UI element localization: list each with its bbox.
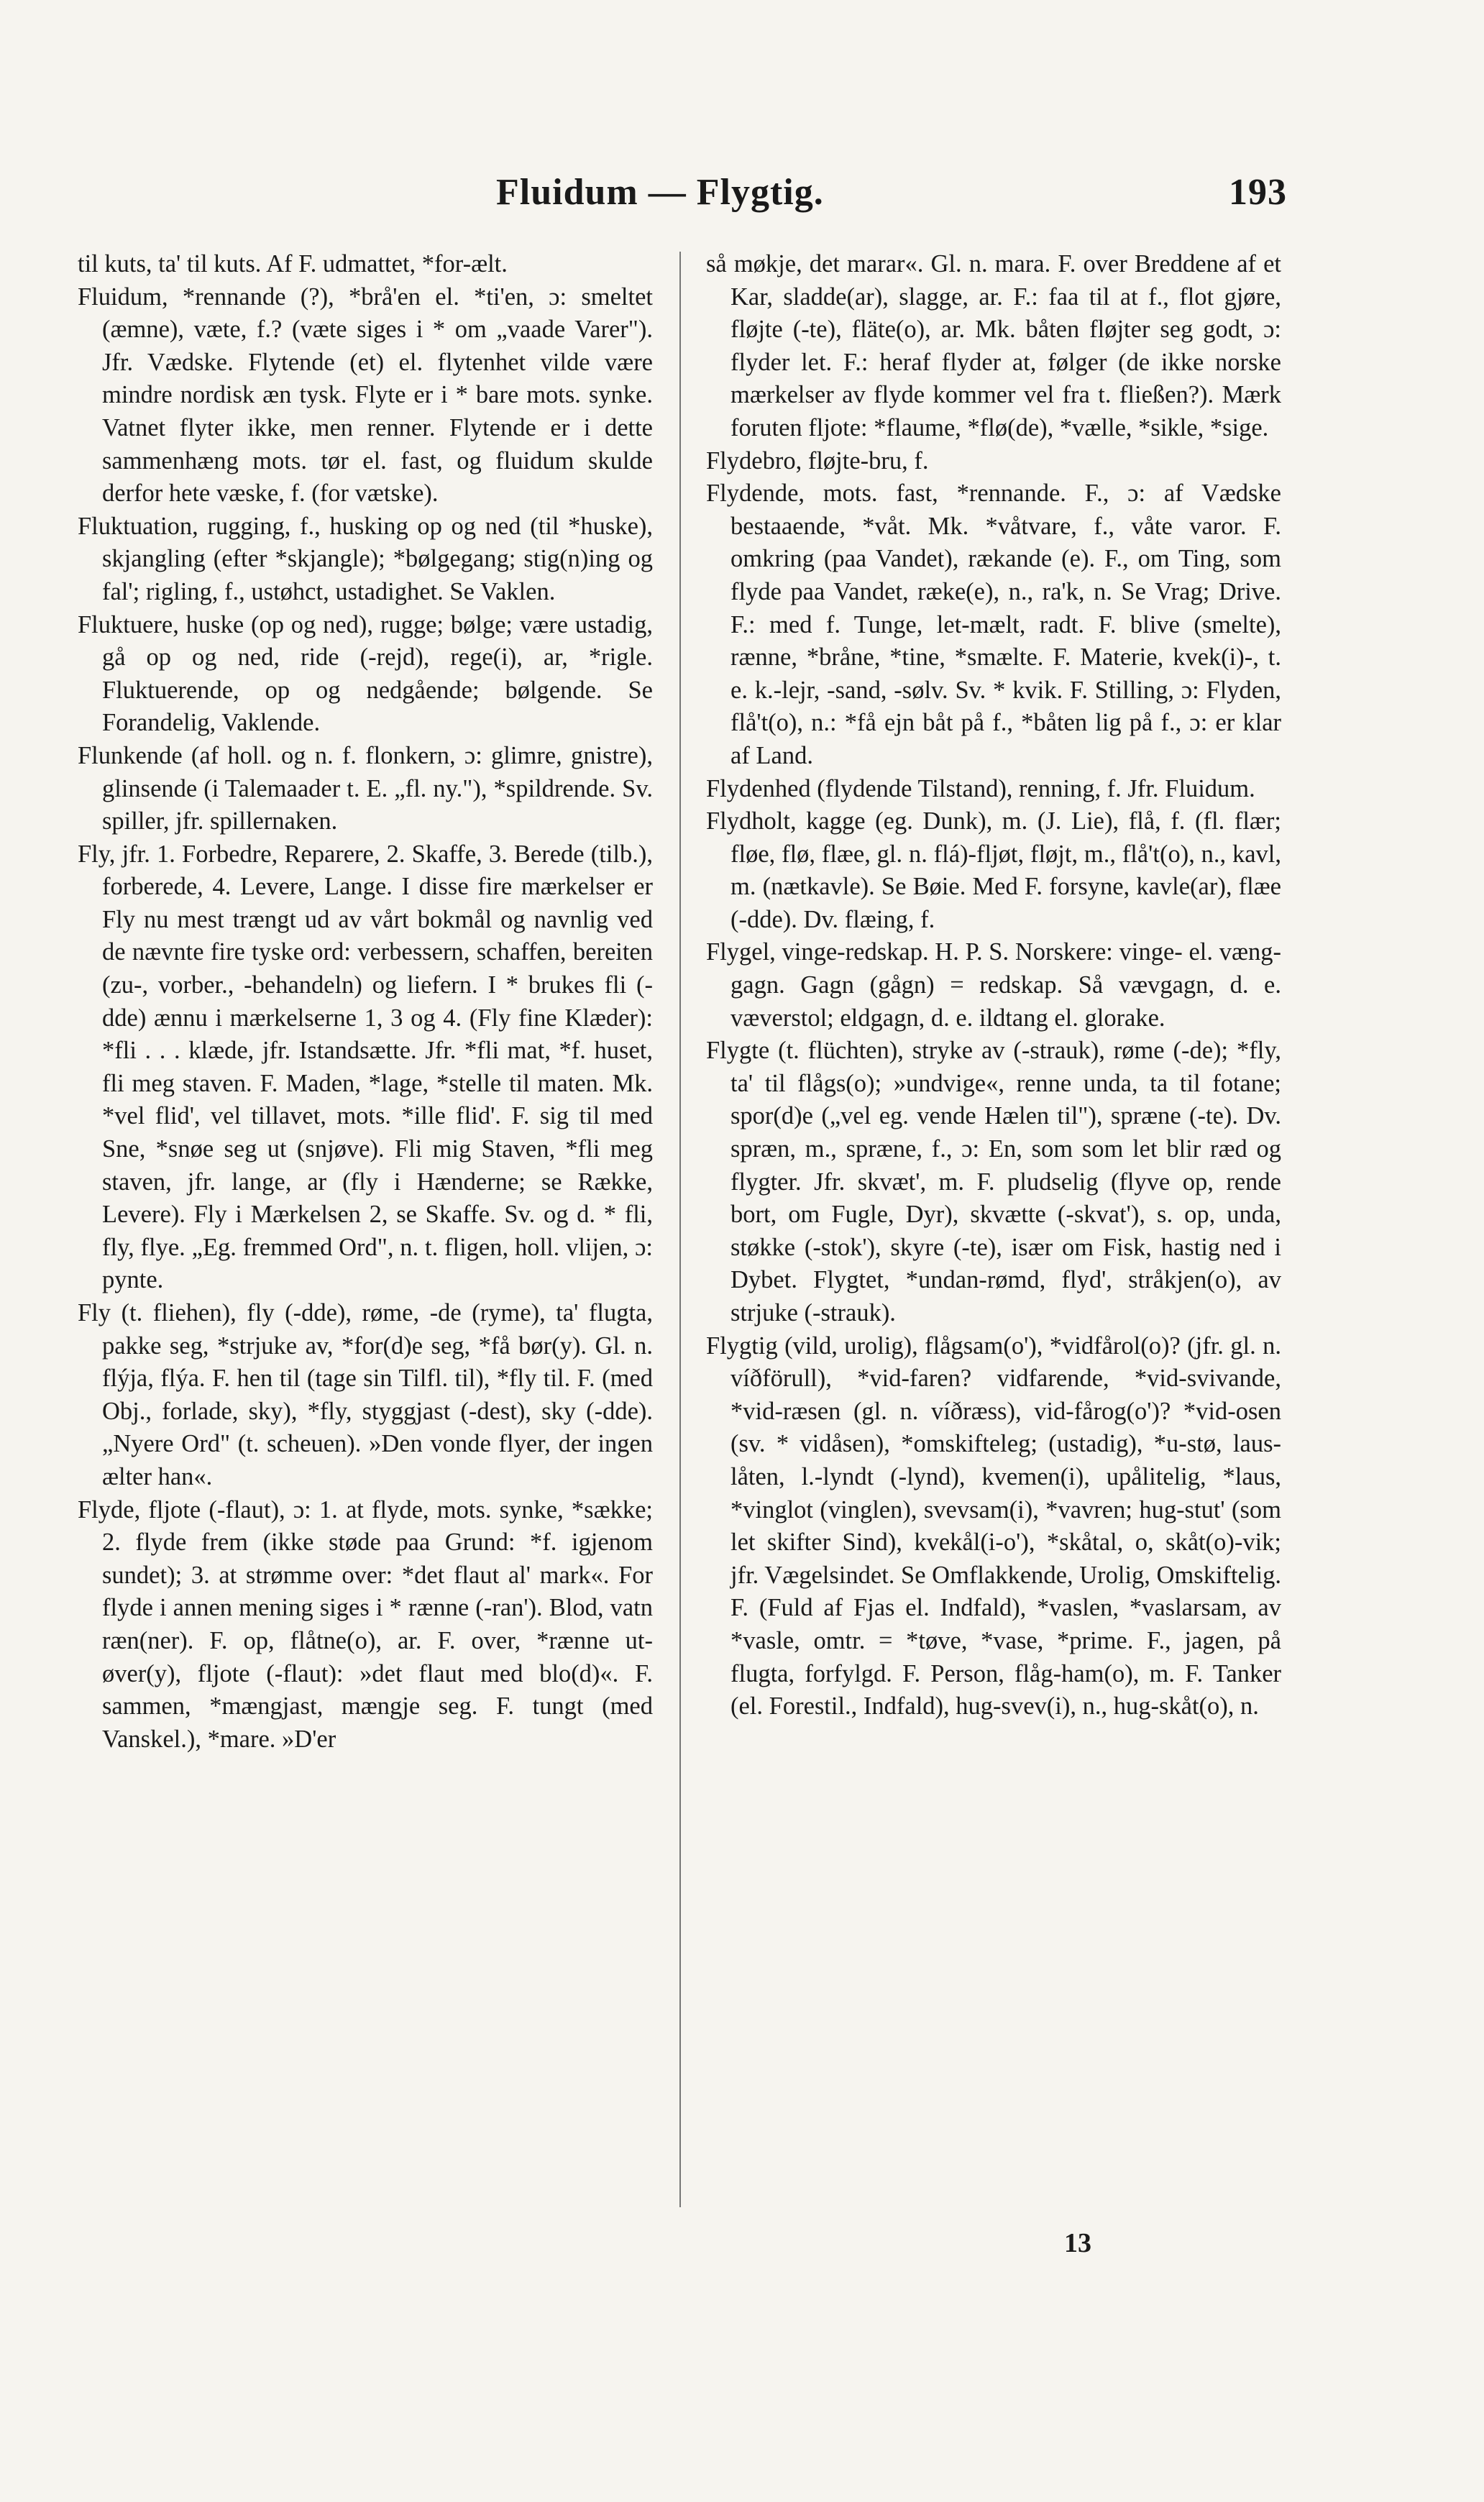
entry-flyde: Flyde, fljote (-flaut), ɔ: 1. at flyde, mots. synke, *sække; 2. flyde frem (ikke støde paa Grund: *f. igjenom sundet); 3. at strømme over: *det flaut al' mark«. For flyde i annen mening siges i * rænne (-ran'). Blod, vatn ræn(ner). F. op, flåtne(o), ar. F. over, *rænne ut-øver(y), fljote (-flaut): »det flaut med blo(d)«. F. sammen, *mængjast, mængje seg. F. tungt (med Vanskel.), *mare. »D'er — [78, 1495, 653, 1753]
right-column — [706, 248, 1281, 1723]
entry-fluktuation: Fluktuation, rugging, f., husking op og ned (til *huske), skjangling (efter *skjangle); *bølgegang; stig(n)ing og fal'; rigling, f., ustøhct, ustadighet. Se Vaklen. — [78, 512, 653, 605]
left-column — [78, 248, 653, 1756]
signature-mark: 13 — [1064, 2228, 1091, 2258]
page-number: 193 — [1229, 172, 1287, 213]
entry-flyde-continued: så møkje, det marar«. Gl. n. mara. F. over Breddene af et Kar, sladde(ar), slagge, ar. F.: faa til at f., flot gjøre, fløjte (-te), fläte(o), ar. Mk. båten fløjter seg godt, ɔ: flyder let. F.: heraf flyder at, følger (de ikke norske mærkelser av flyde kommer vel fra t. fließen?). Mærk foruten fljote: *flaume, *flø(de), *vælle, *sikle, *sige. — [706, 250, 1281, 441]
entry-flunkende: Flunkende (af holl. og n. f. flonkern, ɔ: glimre, gnistre), glinsende (i Talemaader t. E. „fl. ny."), *spildrende. Sv. spiller, jfr. spillernaken. — [78, 741, 653, 835]
entry-flydebro: Flydebro, fløjte-bru, f. — [706, 446, 929, 475]
entry-fly-2: Fly (t. fliehen), fly (-dde), røme, -de (ryme), ta' flugta, pakke seg, *strjuke av, *for(d)e seg, *få bør(y). Gl. n. flýja, flýa. F. hen til (tage sin Tilfl. til), *fly til. F. (med Obj., forlade, sky), *fly, styggjast (-dest), sky (-dde). „Nyere Ord" (t. scheuen). »Den vonde flyer, der ingen ælter han«. — [78, 1299, 653, 1490]
entry-flygel: Flygel, vinge-redskap. H. P. S. Norskere: vinge- el. væng-gagn. Gagn (gågn) = redskap. Så vævgagn, d. e. væverstol; eldgagn, d. e. ildtang el. glorake. — [706, 938, 1281, 1032]
entry-flydholt: Flydholt, kagge (eg. Dunk), m. (J. Lie), flå, f. (fl. flær; fløe, flø, flæe, gl. n. flá)-fljøt, fløjt, m., flå't(o), n., kavl, m. (nætkavle). Se Bøie. Med F. forsyne, kavle(ar), flæe (-dde). Dv. flæing, f. — [706, 807, 1281, 933]
entry-flydende: Flydende, mots. fast, *rennande. F., ɔ: af Vædske bestaaende, *våt. Mk. *våtvare, f., våte varor. F. omkring (paa Vandet), rækande (e). F., om Ting, som flyde paa Vandet, ræke(e), n., ra'k, n. Se Vrag; Drive. F.: med f. Tunge, let-mælt, radt. F. blive (smelte), rænne, *bråne, *tine, *smælte. F. Materie, kvek(i)-, t. e. k.-lejr, -sand, -sølv. Sv. * kvik. F. Stilling, ɔ: Flyden, flå't(o), n.: *få ejn båt på f., *båten lig på f., ɔ: er klar af Land. — [706, 480, 1281, 769]
entry-til-kuts: til kuts, ta' til kuts. Af F. udmattet, *for-ælt. — [78, 250, 508, 278]
entry-fluidum: Fluidum, *rennande (?), *brå'en el. *ti'en, ɔ: smeltet (æmne), væte, f.? (væte siges i * om „vaade Varer"). Jfr. Vædske. Flytende (et) el. flytenhet vilde være mindre nordisk æn tysk. Flyte er i * bare mots. synke. Vatnet flyter ikke, men renner. Flytende er i dette sammenhæng mots. tør el. fast, og fluidum skulde derfor hete væske, f. (for vætske). — [78, 283, 653, 508]
entry-flygtig: Flygtig (vild, urolig), flågsam(o'), *vidfårol(o)? (jfr. gl. n. víðförull), *vid-faren? vidfarende, *vid-svivande, *vid-ræsen (gl. n. víðræss), vid-fårog(o')? *vid-osen (sv. * vidåsen), *omskifteleg; (ustadig), *u-stø, laus-låten, l.-lyndt (-lynd), kvemen(i), upålitelig, *laus, *vinglot (vinglen), svevsam(i), *vavren; hug-stut' (som let skifter Sind), kvekål(i-o'), *skåtal, o, skåt(o)-vik; jfr. Vægelsindet. Se Omflakkende, Urolig, Omskiftelig. F. (Fuld af Fjas el. Indfald), *vaslen, *vaslarsam, av *vasle, omtr. = *tøve, *vase, *prime. F., jagen, på flugta, forfylgd. F. Person, flåg-ham(o), m. F. Tanker (el. Forestil., Indfald), hug-svev(i), n., hug-skåt(o), n. — [706, 1332, 1281, 1720]
running-head — [496, 171, 1287, 221]
page-title: Fluidum — Flygtig. — [496, 172, 824, 213]
column-divider — [679, 252, 681, 2207]
entry-flygte: Flygte (t. flüchten), stryke av (-strauk), røme (-de); *fly, ta' til flågs(o); »undvige«, renne unda, ta til fotane; spor(d)e („vel eg. vende Hælen til"), spræne (-te). Dv. spræn, m., spræne, f., ɔ: En, som som let blir ræd og flygter. Jfr. skvæt', m. F. pludselig (flyve op, rende bort, om Fugle, Dyr), skvætte (-skvat'), s. op, unda, støkke (-stok'), skyre (-te), især om Fisk, hastig ned i Dybet. Flygtet, *undan-rømd, flyd', stråkjen(o), av strjuke (-strauk). — [706, 1037, 1281, 1326]
entry-fluktuere: Fluktuere, huske (op og ned), rugge; bølge; være ustadig, gå op og ned, ride (-rejd), rege(i), ar, *rigle. Fluktuerende, op og nedgående; bølgende. Se Forandelig, Vaklende. — [78, 610, 653, 737]
entry-fly-1: Fly, jfr. 1. Forbedre, Reparere, 2. Skaffe, 3. Berede (tilb.), forberede, 4. Levere, Lange. I disse fire mærkelser er Fly nu mest trængt ud av vårt bokmål og navnlig ved de nævnte fire tyske ord: verbessern, schaffen, bereiten (zu-, vorber., -behandeln) og liefern. I * brukes fli (-dde) ænnu i mærkelserne 1, 3 og 4. (Fly fine Klæder): *fli . . . klæde, jfr. Istandsætte. Jfr. *fli mat, *f. huset, fli meg staven. F. Maden, *lage, *stelle til maten. Mk. *vel flid', vel tillavet, mots. *ille flid'. F. sig til med Sne, *snøe seg ut (snjøve). Fli mig Staven, *fli meg staven, jfr. lange, ar (fly i Hænderne; se Række, Levere). Fly i Mærkelsen 2, se Skaffe. Sv. og d. * fli, fly, flye. „Eg. fremmed Ord", n. t. fligen, holl. vlijen, ɔ: pynte. — [78, 840, 653, 1294]
entry-flydenhed: Flydenhed (flydende Tilstand), renning, f. Jfr. Fluidum. — [706, 774, 1255, 802]
